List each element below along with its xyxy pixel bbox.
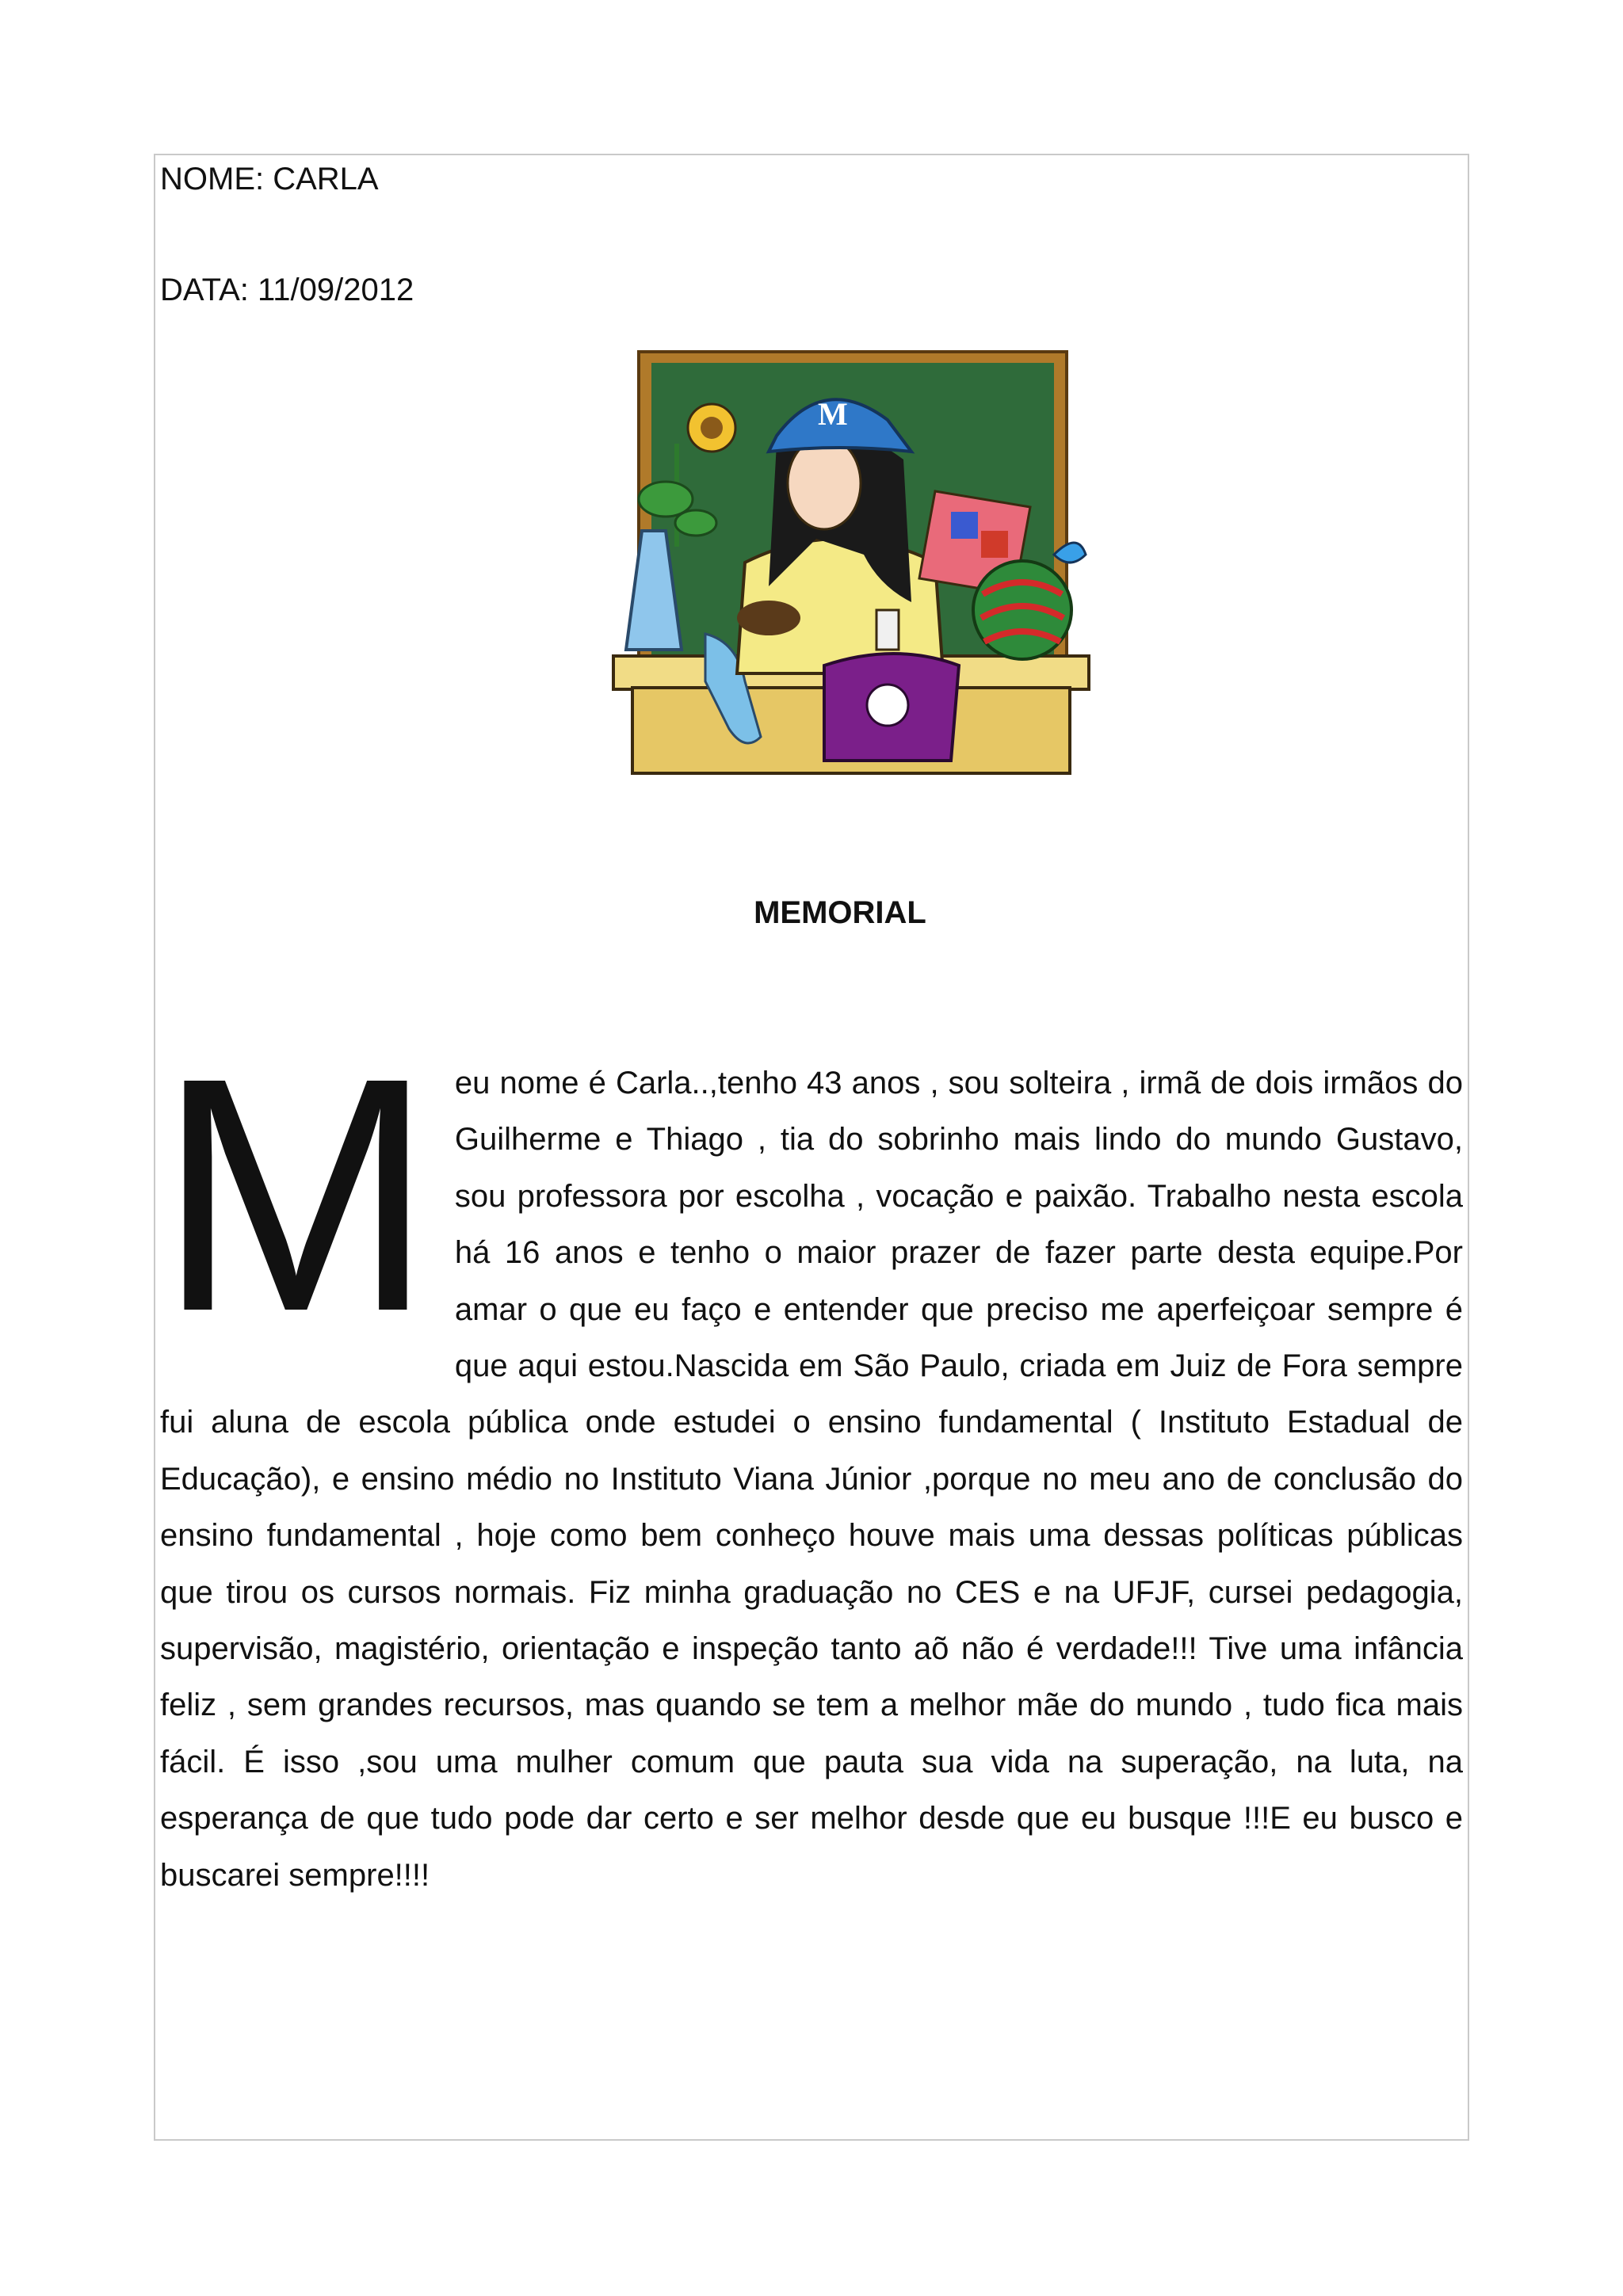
name-field: NOME: CARLA xyxy=(160,162,379,196)
teacher-illustration xyxy=(610,349,1094,776)
bottle xyxy=(876,610,899,650)
hat-letter: M xyxy=(818,396,848,432)
page-title: MEMORIAL xyxy=(754,895,926,930)
watermelon-ball xyxy=(973,561,1071,659)
memorial-paragraph xyxy=(157,1009,1463,1904)
drop-cap: M xyxy=(157,1009,434,1381)
teacher-face xyxy=(788,437,861,529)
teddy xyxy=(737,601,800,635)
memorial-text: eu nome é Carla..,tenho 43 anos , sou solteira , irmã de dois irmãos do Guilherme e Thiago , tia do sobrinho mais lindo do mundo Gustavo, sou professora por escolha , vocação e paixão. Trabalho nesta escola há 16 anos e tenho o maior prazer de fazer parte desta equipe.Por amar o que eu faço e entender que preciso me aperfeiçoar sempre é que aqui estou.Nascida em São Paulo, criada em Juiz de Fora sempre fui aluna de escola pública onde estudei o ensino fundamental ( Instituto Estadual de Educação), e ensino médio no Instituto Viana Júnior ,porque no meu ano de conclusão do ensino fundamental , hoje como bem conheço houve mais uma dessas políticas públicas que tirou os cursos normais. Fiz minha graduação no CES e na UFJF, cursei pedagogia, supervisão, magistério, orientação e inspeção tanto aõ não é verdade!!! Tive uma infância feliz , sem grandes recursos, mas quando se tem a melhor mãe do mundo , tudo fica mais fácil. É isso ,sou uma mulher comum que pauta sua vida na superação, na luta, na esperança de que tudo pode dar certo e ser melhor desde que eu busque !!!E eu busco e buscarei sempre!!!! xyxy=(160,1066,1463,1893)
date-field: DATA: 11/09/2012 xyxy=(160,273,414,307)
